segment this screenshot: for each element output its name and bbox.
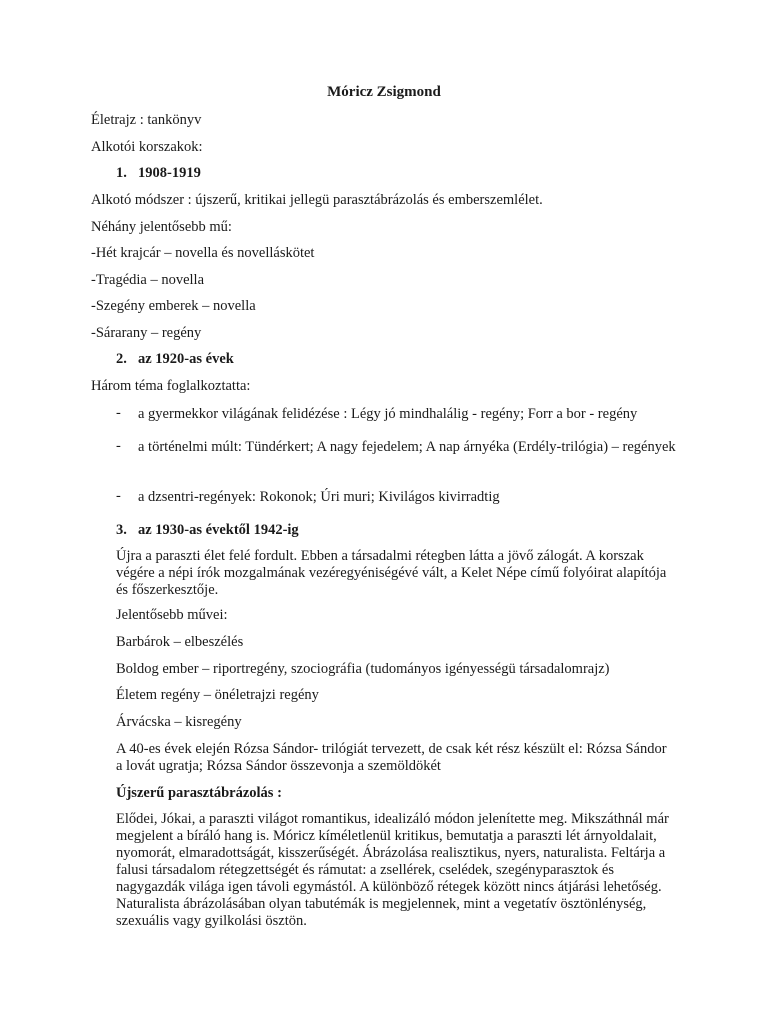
list-bullet: - [116,405,121,421]
period-2-number: 2. [116,351,127,367]
period-2-themes-label: Három téma foglalkoztatta: [91,378,251,394]
period-3-work: Életem regény – önéletrajzi regény [116,687,319,703]
period-3-work: Barbárok – elbeszélés [116,634,244,650]
periods-label: Alkotói korszakok: [91,139,203,155]
period-1-work: -Hét krajcár – novella és novelláskötet [91,245,315,261]
section-body: Elődei, Jókai, a paraszti világot romantikus, idealizáló módon jelenítette meg. Mikszáthnál már megjelent a bíráló hang is. Móricz kíméletlenül kritikus, bemutatja a paraszti lét árnyoldalait, nyomorát, elmaradottságát, kisszerűségét. Ábrázolása realisztikus, nyers, naturalista. Feltárja a falusi társadalom rétegzettségét és rámutat: a zsellérek, cselédek, szegényparasztok és nagygazdák világa igen távoli egymástól. A különböző rétegek között nincs átjárási lehetőség. Naturalista ábrázolásában olyan tabutémák is megjelennek, mint a vegetatív ösztönlénység, szexuális vagy gyilkolási ösztön. [116,811,669,929]
biography-line: Életrajz : tankönyv [91,112,202,128]
section-heading: Újszerű parasztábrázolás : [116,785,282,801]
period-3-title: az 1930-as évektől 1942-ig [138,522,299,538]
period-1-method: Alkotó módszer : újszerű, kritikai jellegü parasztábrázolás és emberszemlélet. [91,192,543,208]
period-2-heading [116,351,234,368]
period-3-work: Árvácska – kisregény [116,714,242,730]
list-bullet: - [116,488,121,504]
period-1-work: -Tragédia – novella [91,272,205,288]
period-3-number: 3. [116,522,127,538]
period-1-work: -Sárarany – regény [91,325,202,341]
period-3-intro: Újra a paraszti élet felé fordult. Ebben a társadalmi rétegben látta a jövő zálogát. A korszak végére a népi írók mozgalmának vezéregyéniségévé vált, a Kelet Népe című folyóirat alapítója és főszerkesztője. [116,548,667,598]
period-1-works-label: Néhány jelentősebb mű: [91,219,232,235]
period-1-heading [116,165,201,182]
period-3-rozsa-note: A 40-es évek elején Rózsa Sándor- trilógiát tervezett, de csak két rész készült el: Rózsa Sándor a lovát ugratja; Rózsa Sándor összevonja a szemöldökét [116,741,667,774]
period-2-title: az 1920-as évek [138,351,234,367]
list-bullet: - [116,438,121,454]
period-1-work: -Szegény emberek – novella [91,298,256,314]
period-1-title: 1908-1919 [138,165,201,181]
period-3-works-label: Jelentősebb művei: [116,607,228,623]
period-3-work: Boldog ember – riportregény, szociográfia (tudományos igényességü társadalomrajz) [116,661,610,677]
document-title: Móricz Zsigmond [327,84,441,100]
period-2-theme: a gyermekkor világának felidézése : Légy jó mindhalálig - regény; Forr a bor - regény [138,406,638,422]
period-2-theme: a dzsentri-regények: Rokonok; Úri muri; Kivilágos kivirradtig [138,489,500,505]
period-2-theme: a történelmi múlt: Tündérkert; A nagy fejedelem; A nap árnyéka (Erdély-trilógia) – regények [138,439,676,455]
period-3-heading [116,522,299,539]
period-1-number: 1. [116,165,127,181]
